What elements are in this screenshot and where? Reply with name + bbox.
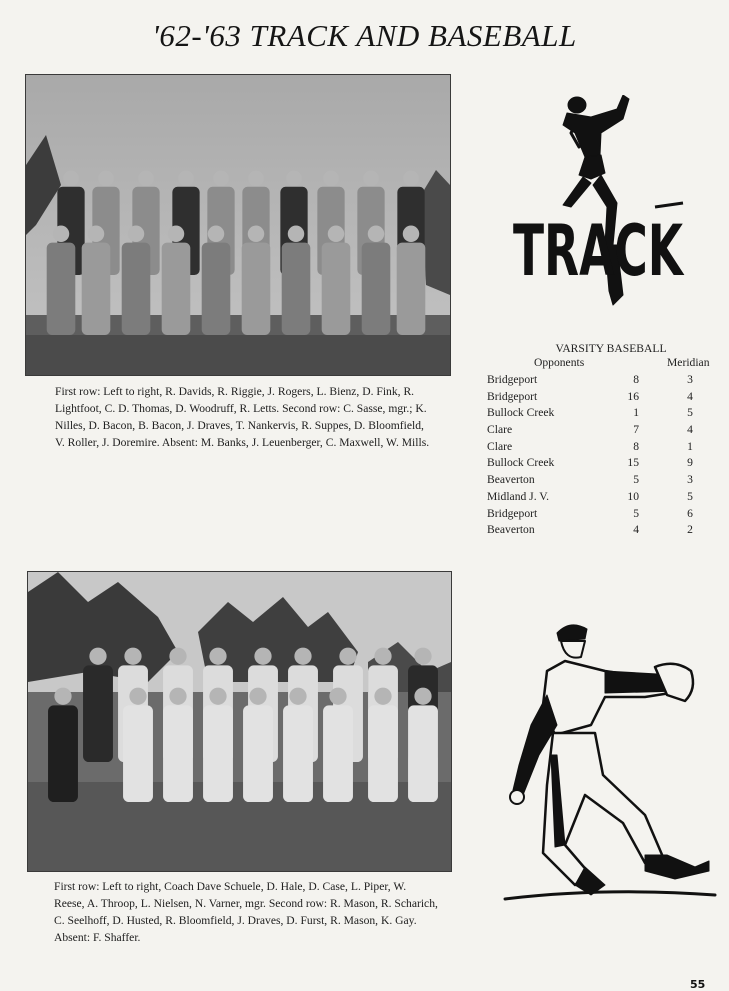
schedule-row — [486, 439, 726, 456]
opponent-name: Beaverton — [487, 473, 535, 487]
meridian-score: 5 — [687, 489, 693, 503]
opponent-name: Bullock Creek — [487, 456, 555, 470]
opponent-score: 8 — [633, 373, 639, 386]
schedule-row — [486, 489, 726, 506]
meridian-score: 3 — [687, 473, 693, 487]
opponent-name: Clare — [487, 439, 513, 453]
opponent-name: Bridgeport — [487, 389, 538, 403]
varsity-baseball-schedule — [486, 341, 726, 539]
opponent-score: 8 — [633, 439, 639, 453]
meridian-score: 5 — [687, 406, 693, 420]
schedule-row — [486, 522, 726, 539]
meridian-score: 2 — [687, 523, 693, 537]
opponent-name: Clare — [487, 423, 513, 437]
meridian-score: 9 — [687, 456, 693, 470]
column-header-meridian: Meridian — [667, 356, 710, 369]
page-number: 55 — [690, 978, 706, 991]
meridian-score: 4 — [687, 423, 693, 437]
opponent-name: Bridgeport — [487, 373, 538, 386]
opponent-score: 10 — [627, 489, 639, 503]
opponent-score: 1 — [633, 406, 639, 420]
track-team-photo — [25, 74, 451, 376]
schedule-row — [486, 422, 726, 439]
opponent-name: Midland J. V. — [487, 489, 550, 503]
opponent-score: 4 — [633, 523, 639, 537]
track-photo-caption: First row: Left to right, R. Davids, R. Riggie, J. Rogers, L. Bienz, D. Fink, R. Lightfoot, C. D. Thomas, D. Woodruff, R. Letts. Second row: C. Sasse, mgr.; K. Nilles, D. Bacon, B. Bacon, J. Draves, T. Nankervis, R. Suppes, D. Bloomfield, V. Roller, J. Doremire. Absent: M. Banks, J. Leuenberger, C. Maxwell, W. Mills. — [55, 385, 430, 449]
baseball-photo-caption: First row: Left to right, Coach Dave Schuele, D. Hale, D. Case, L. Piper, W. Reese, A. Throop, L. Nielsen, N. Varner, mgr. Second row: R. Mason, R. Scharich, C. Seelhoff, D. Husted, R. Bloomfield, J. Draves, D. Furst, R. Mason, K. Gay. Absent: F. Shaffer. — [54, 880, 438, 944]
meridian-score: 6 — [687, 506, 693, 520]
pitcher-illustration — [495, 605, 725, 905]
opponent-score: 16 — [627, 389, 639, 403]
track-logo-word: TRACK — [513, 210, 685, 292]
opponent-name: Beaverton — [487, 523, 535, 537]
schedule-title: VARSITY BASEBALL — [555, 342, 667, 355]
baseball-team-photo — [27, 571, 452, 872]
meridian-score: 1 — [687, 439, 693, 453]
opponent-score: 7 — [633, 423, 639, 437]
column-header-opponents: Opponents — [534, 356, 585, 369]
schedule-header — [486, 356, 726, 372]
schedule-row — [486, 372, 726, 389]
opponent-score: 5 — [633, 473, 639, 487]
page-title: '62-'63 TRACK AND BASEBALL — [152, 18, 577, 53]
meridian-score: 4 — [687, 389, 693, 403]
schedule-row — [486, 389, 726, 406]
schedule-row — [486, 506, 726, 523]
schedule-row — [486, 472, 726, 489]
track-runner-illustration — [505, 95, 695, 310]
opponent-score: 15 — [627, 456, 639, 470]
opponent-name: Bullock Creek — [487, 406, 555, 420]
schedule-row — [486, 405, 726, 422]
meridian-score: 3 — [687, 373, 693, 386]
schedule-rows — [486, 372, 726, 539]
opponent-score: 5 — [633, 506, 639, 520]
schedule-row — [486, 455, 726, 472]
opponent-name: Bridgeport — [487, 506, 538, 520]
